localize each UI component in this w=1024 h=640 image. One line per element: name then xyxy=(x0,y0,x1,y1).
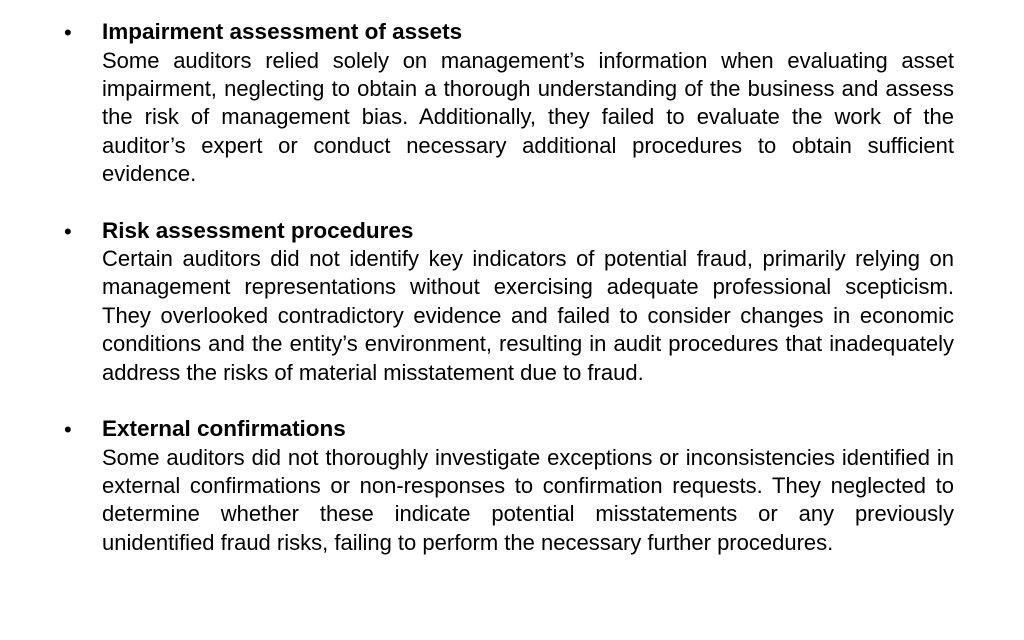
bullet-icon: • xyxy=(64,417,72,443)
bullet-icon: • xyxy=(64,218,72,244)
finding-body: Certain auditors did not identify key indicators of potential fraud, primarily relying on management representations without exercising adequate professional scepticism. They overlooked contradictory evidence and failed to consider changes in economic conditions and the entity’s environment, resulting in audit procedures that inadequately address the risks of material misstatement due to fraud. xyxy=(102,246,954,385)
finding-title: Risk assessment procedures xyxy=(102,217,414,243)
finding-title: External confirmations xyxy=(102,416,346,442)
bullet-icon: • xyxy=(64,20,72,45)
finding-body: Some auditors did not thoroughly investigate exceptions or inconsistencies identified in external confirmations or non-responses to confirmation requests. They neglected to determine whether these indicate potential misstatements or any previously unidentified fraud risks, failing to perform the necessary further procedures. xyxy=(102,444,954,555)
finding-body: Some auditors relied solely on management’s information when evaluating asset impairment, neglecting to obtain a thorough understanding of the business and assess the risk of management bias. Additionally, they failed to evaluate the work of the auditor’s expert or conduct necessary additional procedures to obtain sufficient evidence. xyxy=(102,47,954,187)
finding-risk-assessment xyxy=(0,217,954,388)
finding-impairment-assessment xyxy=(0,18,954,189)
finding-title: Impairment assessment of assets xyxy=(102,19,463,44)
finding-external-confirmations xyxy=(0,415,954,557)
findings-list xyxy=(0,18,1024,585)
